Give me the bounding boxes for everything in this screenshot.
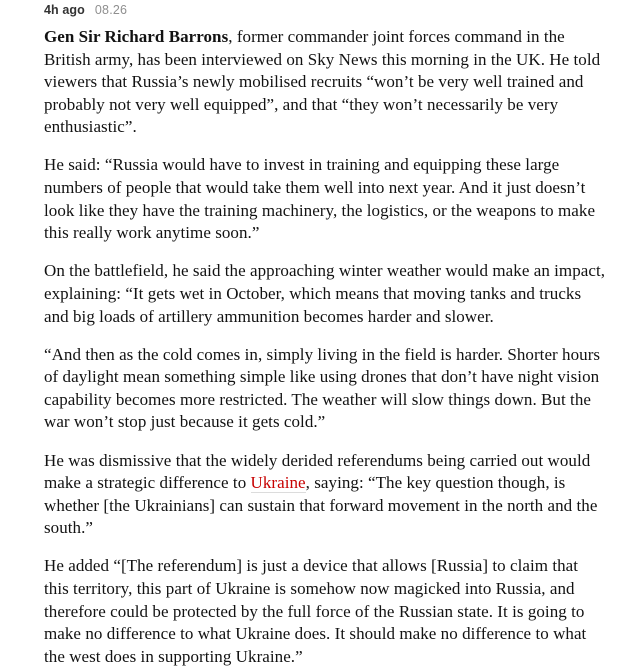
paragraph-text: , saying: “The key question though, is whether [the Ukrainians] can sustain that forward movement in the north and the south.” xyxy=(44,473,598,538)
paragraph-text: He added “[The referendum] is just a device that allows [Russia] to claim that this territory, this part of Ukraine is somehow now magicked into Russia, and therefore could be protected by the full force of the Russian state. It is going to make no difference to what Ukraine does. It should make no difference to what the west does in supporting Ukraine.” xyxy=(44,556,587,666)
article-paragraph xyxy=(44,154,607,244)
paragraph-text: On the battlefield, he said the approaching winter weather would make an impact, explaining: “It gets wet in October, which means that moving tanks and trucks and big loads of artillery ammunition becomes harder and slower. xyxy=(44,261,606,326)
ukraine-link[interactable]: Ukraine xyxy=(250,473,306,493)
article-body xyxy=(44,26,607,668)
timestamp xyxy=(44,3,607,17)
article-paragraph xyxy=(44,260,607,328)
article-paragraph xyxy=(44,344,607,434)
article-paragraph xyxy=(44,26,607,139)
absolute-time: 08.26 xyxy=(94,3,128,17)
speaker-name: Gen Sir Richard Barrons xyxy=(44,27,229,46)
article-paragraph xyxy=(44,555,607,668)
paragraph-text: He said: “Russia would have to invest in training and equipping these large numbers of people that would take them well into next year. And it just doesn’t look like they have the training machinery, the logistics, or the weapons to make this really work anytime soon.” xyxy=(44,155,596,243)
paragraph-text: “And then as the cold comes in, simply living in the field is harder. Shorter hours of daylight mean something simple like using drones that don’t have night vision capability becomes more restricted. The weather will slow things down. But the war won’t stop just because it gets cold.” xyxy=(44,344,601,432)
article-paragraph xyxy=(44,450,607,540)
paragraph-text: He was dismissive that the widely derided referendums being carried out would make a strategic difference to xyxy=(44,450,591,493)
relative-time: 4h ago xyxy=(44,3,85,17)
paragraph-text: , former commander joint forces command in the British army, has been interviewed on Sky News this morning in the UK. He told viewers that Russia’s newly mobilised recruits “won’t be very well trained and probably not very well equipped”, and that “they won’t necessarily be very enthusiastic”. xyxy=(44,27,601,137)
